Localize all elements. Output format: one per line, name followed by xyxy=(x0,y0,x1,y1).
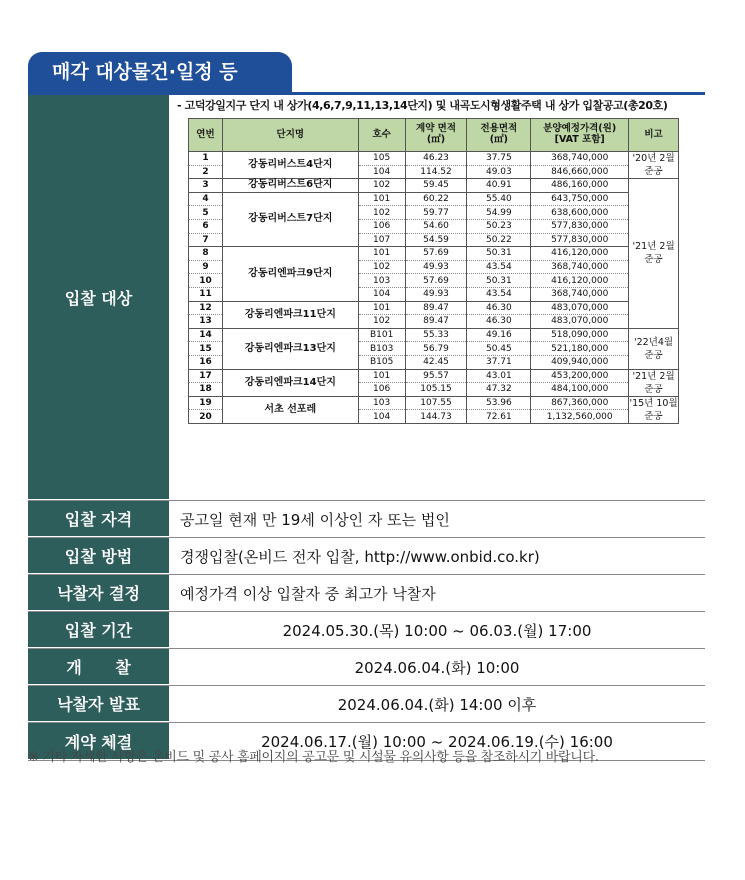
cell-note: '21년 2월 준공 xyxy=(629,179,679,329)
cell-exclusive-area: 55.40 xyxy=(467,192,531,206)
table-row xyxy=(189,179,679,193)
cell-note: '20년 2월 준공 xyxy=(629,152,679,179)
value-method: 경쟁입찰(온비드 전자 입찰, http://www.onbid.co.kr) xyxy=(180,547,540,566)
cell-unit: 102 xyxy=(358,315,405,329)
table-row xyxy=(189,369,679,383)
bid-target-body xyxy=(169,95,705,500)
cell-contract-area: 114.52 xyxy=(405,165,467,179)
cell-unit: B101 xyxy=(358,328,405,342)
cell-complex: 서초 선포레 xyxy=(222,396,358,423)
cell-no: 4 xyxy=(189,192,223,206)
cell-price: 577,830,000 xyxy=(531,219,629,233)
cell-exclusive-area: 49.03 xyxy=(467,165,531,179)
cell-price: 867,360,000 xyxy=(531,396,629,410)
cell-price: 409,940,000 xyxy=(531,355,629,369)
row-qualification xyxy=(28,501,705,538)
cell-no: 7 xyxy=(189,233,223,247)
cell-contract-area: 54.60 xyxy=(405,219,467,233)
cell-note: '15년 10월 준공 xyxy=(629,397,678,422)
row-method xyxy=(28,538,705,575)
cell-price: 484,100,000 xyxy=(531,383,629,397)
cell-exclusive-area: 43.01 xyxy=(467,369,531,383)
table-row xyxy=(189,247,679,261)
cell-no: 15 xyxy=(189,342,223,356)
auction-info-table xyxy=(28,95,705,761)
cell-unit: 104 xyxy=(358,287,405,301)
units-header-row xyxy=(189,119,679,152)
cell-exclusive-area: 50.22 xyxy=(467,233,531,247)
cell-unit: 101 xyxy=(358,369,405,383)
header-unit: 호수 xyxy=(358,119,405,152)
cell-no: 5 xyxy=(189,206,223,220)
row-bid-period xyxy=(28,612,705,649)
cell-contract-area: 60.22 xyxy=(405,192,467,206)
cell-price: 483,070,000 xyxy=(531,315,629,329)
value-opening: 2024.06.04.(화) 10:00 xyxy=(354,658,520,677)
cell-no: 19 xyxy=(189,396,223,410)
cell-contract-area: 144.73 xyxy=(405,410,467,424)
cell-exclusive-area: 40.91 xyxy=(467,179,531,193)
cell-contract-area: 49.93 xyxy=(405,287,467,301)
cell-price: 638,600,000 xyxy=(531,206,629,220)
cell-price: 368,740,000 xyxy=(531,152,629,166)
cell-unit: B105 xyxy=(358,355,405,369)
cell-no: 13 xyxy=(189,315,223,329)
cell-contract-area: 105.15 xyxy=(405,383,467,397)
cell-contract-area: 89.47 xyxy=(405,301,467,315)
label-announcement: 낙찰자 발표 xyxy=(28,686,169,722)
cell-note: '21년 2월 준공 xyxy=(629,369,679,396)
cell-unit: B103 xyxy=(358,342,405,356)
cell-exclusive-area: 46.30 xyxy=(467,301,531,315)
table-row xyxy=(189,396,679,410)
cell-exclusive-area: 50.31 xyxy=(467,247,531,261)
value-announcement: 2024.06.04.(화) 14:00 이후 xyxy=(337,695,537,714)
cell-contract-area: 59.45 xyxy=(405,179,467,193)
cell-contract-area: 54.59 xyxy=(405,233,467,247)
cell-unit: 101 xyxy=(358,192,405,206)
cell-complex: 강동리버스트4단지 xyxy=(222,152,358,179)
cell-no: 10 xyxy=(189,274,223,288)
label-qualification: 입찰 자격 xyxy=(28,501,169,537)
table-row xyxy=(189,192,679,206)
cell-contract-area: 55.33 xyxy=(405,328,467,342)
cell-unit: 103 xyxy=(358,396,405,410)
cell-no: 9 xyxy=(189,260,223,274)
cell-exclusive-area: 37.71 xyxy=(467,355,531,369)
cell-price: 416,120,000 xyxy=(531,247,629,261)
header-price: 분양예정가격(원) [VAT 포함] xyxy=(531,119,629,152)
cell-price: 518,090,000 xyxy=(531,328,629,342)
cell-complex: 강동리버스트6단지 xyxy=(222,179,358,193)
cell-contract-area: 89.47 xyxy=(405,315,467,329)
cell-no: 2 xyxy=(189,165,223,179)
label-contract: 계약 체결 xyxy=(28,723,169,760)
cell-exclusive-area: 37.75 xyxy=(467,152,531,166)
cell-price: 846,660,000 xyxy=(531,165,629,179)
cell-no: 12 xyxy=(189,301,223,315)
cell-complex: 강동리엔파크14단지 xyxy=(222,369,358,396)
cell-unit: 103 xyxy=(358,274,405,288)
cell-contract-area: 59.77 xyxy=(405,206,467,220)
cell-unit: 101 xyxy=(358,247,405,261)
cell-contract-area: 57.69 xyxy=(405,247,467,261)
cell-contract-area: 57.69 xyxy=(405,274,467,288)
row-announcement xyxy=(28,686,705,723)
cell-contract-area: 42.45 xyxy=(405,355,467,369)
cell-unit: 101 xyxy=(358,301,405,315)
cell-contract-area: 95.57 xyxy=(405,369,467,383)
units-table xyxy=(188,118,679,424)
cell-price: 486,160,000 xyxy=(531,179,629,193)
value-qualification: 공고일 현재 만 19세 이상인 자 또는 법인 xyxy=(180,510,450,529)
cell-unit: 104 xyxy=(358,410,405,424)
cell-exclusive-area: 46.30 xyxy=(467,315,531,329)
cell-contract-area: 46.23 xyxy=(405,152,467,166)
row-winner-decision xyxy=(28,575,705,612)
target-subtitle: - 고덕강일지구 단지 내 상가(4,6,7,9,11,13,14단지) 및 내곡도시형생활주택 내 상가 입찰공고(총20호) xyxy=(177,99,668,112)
section-title: 매각 대상물건·일정 등 xyxy=(28,52,292,92)
cell-exclusive-area: 50.45 xyxy=(467,342,531,356)
cell-unit: 102 xyxy=(358,260,405,274)
cell-unit: 102 xyxy=(358,206,405,220)
cell-price: 577,830,000 xyxy=(531,233,629,247)
cell-price: 1,132,560,000 xyxy=(531,410,629,424)
cell-no: 8 xyxy=(189,247,223,261)
label-winner-decision: 낙찰자 결정 xyxy=(28,575,169,611)
row-bid-target xyxy=(28,95,705,501)
cell-price: 643,750,000 xyxy=(531,192,629,206)
cell-no: 18 xyxy=(189,383,223,397)
cell-exclusive-area: 72.61 xyxy=(467,410,531,424)
table-row xyxy=(189,301,679,315)
cell-price: 453,200,000 xyxy=(531,369,629,383)
cell-complex: 강동리버스트7단지 xyxy=(222,192,358,246)
label-method: 입찰 방법 xyxy=(28,538,169,574)
cell-no: 20 xyxy=(189,410,223,424)
cell-exclusive-area: 49.16 xyxy=(467,328,531,342)
cell-exclusive-area: 47.32 xyxy=(467,383,531,397)
cell-complex: 강동리엔파크11단지 xyxy=(222,301,358,328)
value-winner-decision: 예정가격 이상 입찰자 중 최고가 낙찰자 xyxy=(180,584,436,603)
cell-no: 1 xyxy=(189,152,223,166)
header-no: 연번 xyxy=(189,119,223,152)
header-contract-area: 계약 면적 (㎡) xyxy=(405,119,467,152)
cell-price: 416,120,000 xyxy=(531,274,629,288)
cell-unit: 104 xyxy=(358,165,405,179)
cell-unit: 106 xyxy=(358,383,405,397)
cell-no: 16 xyxy=(189,355,223,369)
header-complex: 단지명 xyxy=(222,119,358,152)
header-note: 비고 xyxy=(629,119,679,152)
table-row xyxy=(189,152,679,166)
label-bid-target: 입찰 대상 xyxy=(28,95,169,500)
cell-complex: 강동리엔파크13단지 xyxy=(222,328,358,369)
cell-contract-area: 49.93 xyxy=(405,260,467,274)
cell-price: 368,740,000 xyxy=(531,260,629,274)
cell-contract-area: 56.79 xyxy=(405,342,467,356)
cell-no: 11 xyxy=(189,287,223,301)
header-exclusive-area: 전용면적 (㎡) xyxy=(467,119,531,152)
cell-exclusive-area: 53.96 xyxy=(467,396,531,410)
value-contract: 2024.06.17.(월) 10:00 ~ 2024.06.19.(수) 16:00 xyxy=(261,733,613,751)
cell-exclusive-area: 50.31 xyxy=(467,274,531,288)
cell-complex: 강동리엔파크9단지 xyxy=(222,247,358,301)
cell-exclusive-area: 54.99 xyxy=(467,206,531,220)
row-opening xyxy=(28,649,705,686)
cell-price: 483,070,000 xyxy=(531,301,629,315)
cell-no: 3 xyxy=(189,179,223,193)
cell-contract-area: 107.55 xyxy=(405,396,467,410)
cell-unit: 105 xyxy=(358,152,405,166)
cell-price: 521,180,000 xyxy=(531,342,629,356)
cell-no: 6 xyxy=(189,219,223,233)
label-bid-period: 입찰 기간 xyxy=(28,612,169,648)
cell-unit: 107 xyxy=(358,233,405,247)
cell-no: 14 xyxy=(189,328,223,342)
cell-exclusive-area: 43.54 xyxy=(467,260,531,274)
cell-unit: 102 xyxy=(358,179,405,193)
label-opening: 개 찰 xyxy=(28,649,169,685)
cell-price: 368,740,000 xyxy=(531,287,629,301)
cell-unit: 106 xyxy=(358,219,405,233)
cell-note: '22년4월 준공 xyxy=(629,328,679,369)
value-bid-period: 2024.05.30.(목) 10:00 ~ 06.03.(월) 17:00 xyxy=(282,621,592,640)
footnote: ※ 기타 자세한 사항은 온비드 및 공사 홈페이지의 공고문 및 시설물 유의사항 등을 참조하시기 바랍니다. xyxy=(28,750,599,765)
table-row xyxy=(189,328,679,342)
cell-no: 17 xyxy=(189,369,223,383)
cell-exclusive-area: 43.54 xyxy=(467,287,531,301)
cell-exclusive-area: 50.23 xyxy=(467,219,531,233)
